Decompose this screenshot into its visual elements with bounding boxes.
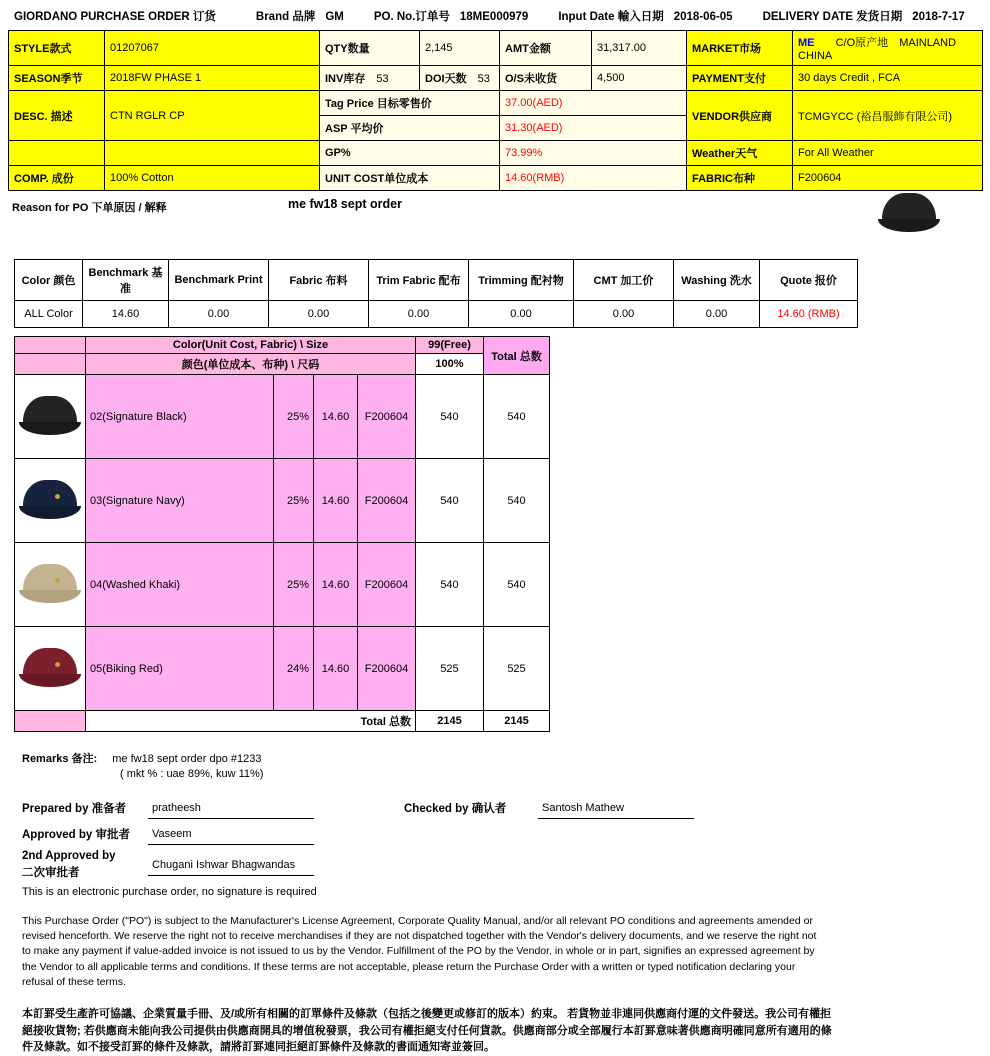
benchmark-cell: 14.60	[83, 301, 169, 328]
origin-label: C/O原产地	[835, 37, 889, 49]
benchmark-header-cell: Trimming 配衬物	[469, 260, 574, 301]
benchmark-cell: 0.00	[369, 301, 469, 328]
benchmark-cell: ALL Color	[15, 301, 83, 328]
vendor-label: VENDOR供应商	[687, 91, 793, 141]
brand-value: GM	[325, 11, 344, 23]
order-info-table	[8, 30, 983, 191]
color-qty: 540	[416, 459, 484, 543]
benchmark-cell: 0.00	[169, 301, 269, 328]
benchmark-cell: 0.00	[674, 301, 760, 328]
tag-price-value: 37.00(AED)	[500, 91, 687, 116]
color-unit-cost: 14.60	[314, 543, 358, 627]
color-name: 03(Signature Navy)	[86, 459, 274, 543]
tag-price-label: Tag Price 目标零售价	[320, 91, 500, 116]
color-swatch-header-2	[15, 354, 86, 375]
color-name: 02(Signature Black)	[86, 375, 274, 459]
remarks-line-1: me fw18 sept order dpo #1233	[112, 753, 262, 765]
os-label: O/S未收货	[500, 66, 592, 91]
benchmark-header-cell: Benchmark Print	[169, 260, 269, 301]
color-row	[15, 543, 550, 627]
prepared-by-label: Prepared by 准备者	[22, 803, 127, 815]
color-size-table	[14, 336, 550, 732]
os-value: 4,500	[592, 66, 687, 91]
footer-total-qty: 2145	[416, 711, 484, 732]
benchmark-quote-cell: 14.60 (RMB)	[760, 301, 858, 328]
cap-icon	[19, 646, 81, 692]
prepared-by-line	[148, 818, 314, 819]
color-fabric: F200604	[358, 627, 416, 711]
unit-cost-label: UNIT COST单位成本	[320, 166, 500, 191]
color-name: 04(Washed Khaki)	[86, 543, 274, 627]
reason-value: me fw18 sept order	[288, 197, 402, 211]
approved-by-value: Vaseem	[152, 828, 192, 840]
color-qty: 525	[416, 627, 484, 711]
qty-label: QTY数量	[320, 31, 420, 66]
color-percent: 25%	[274, 459, 314, 543]
benchmark-data-row	[15, 301, 858, 328]
color-unit-cost: 14.60	[314, 627, 358, 711]
color-total: 540	[484, 375, 550, 459]
total-header: Total 总数	[484, 337, 550, 375]
benchmark-header-cell: Quote 报价	[760, 260, 858, 301]
style-value: 01207067	[105, 31, 320, 66]
signature-section	[22, 794, 982, 904]
color-total: 540	[484, 543, 550, 627]
payment-label: PAYMENT支付	[687, 66, 793, 91]
market-label: MARKET市场	[687, 31, 793, 66]
electronic-signature-note: This is an electronic purchase order, no signature is required	[22, 886, 317, 898]
color-table-header-row-2	[15, 354, 550, 375]
color-total: 525	[484, 627, 550, 711]
qty-value: 2,145	[420, 31, 500, 66]
footer-spacer	[15, 711, 86, 732]
market-value: ME	[798, 37, 815, 49]
doi-label: DOI天数	[425, 73, 467, 85]
footer-total-label: Total 总数	[86, 711, 416, 732]
fabric-value: F200604	[793, 166, 983, 191]
approved-by-label: Approved by 审批者	[22, 829, 130, 841]
color-qty: 540	[416, 375, 484, 459]
color-swatch-cell	[15, 543, 86, 627]
delivery-date-label: DELIVERY DATE 发货日期	[762, 11, 903, 23]
color-row	[15, 375, 550, 459]
payment-value: 30 days Credit , FCA	[793, 66, 983, 91]
color-swatch-header	[15, 337, 86, 354]
color-table-footer-row	[15, 711, 550, 732]
benchmark-table	[14, 259, 858, 328]
footer-grand-total: 2145	[484, 711, 550, 732]
color-percent: 25%	[274, 375, 314, 459]
color-fabric: F200604	[358, 543, 416, 627]
info-row-desc-tag	[9, 91, 983, 116]
color-percent: 25%	[274, 543, 314, 627]
desc-label: DESC. 描述	[9, 91, 105, 141]
second-approved-line	[148, 875, 314, 876]
color-percent: 24%	[274, 627, 314, 711]
input-date-value: 2018-06-05	[673, 11, 733, 23]
po-number-label: PO. No.订单号	[373, 11, 450, 23]
reason-section	[8, 191, 982, 251]
comp-label: COMP. 成份	[9, 166, 105, 191]
color-unit-cost: 14.60	[314, 375, 358, 459]
weather-value: For All Weather	[793, 141, 983, 166]
color-fabric: F200604	[358, 375, 416, 459]
color-fabric: F200604	[358, 459, 416, 543]
checked-by-value: Santosh Mathew	[542, 802, 624, 814]
asp-value: 31.30(AED)	[500, 116, 687, 141]
company-title: GIORDANO PURCHASE ORDER 订货	[14, 11, 216, 23]
color-table-header-row-1	[15, 337, 550, 354]
benchmark-header-cell: Benchmark 基准	[83, 260, 169, 301]
color-swatch-cell	[15, 627, 86, 711]
doi-cell	[420, 66, 500, 91]
cap-icon	[878, 191, 940, 237]
terms-chinese: 本訂罫受生產許可協議、企業質量手冊、及/或所有相關的訂單條件及條款（包括之後變更或修訂的版本）約束。 若貨物並非連同供應商付運的文件發送。我公司有權拒絕接收貨物; 若供應商未能向我公司提供由供應商開具的增值稅發票，我公司有權拒絕支付任何貨款。供應商部分或全部履行本訂罫意味著供應商明確同意所有適用的條件及條款。如不接受訂罫的條件及條款，請將訂罫連同拒絕訂罫條件及條款的書面通知寄並簽回。	[22, 1008, 832, 1054]
checked-by-line	[538, 818, 694, 819]
remarks-section	[22, 750, 982, 780]
origin-value: MAINLAND CHINA	[798, 37, 957, 62]
inv-value: 53	[376, 73, 389, 85]
asp-label: ASP 平均价	[320, 116, 500, 141]
color-swatch-cell	[15, 459, 86, 543]
benchmark-cell: 0.00	[469, 301, 574, 328]
second-approved-value: Chugani Ishwar Bhagwandas	[152, 859, 296, 871]
benchmark-cell: 0.00	[574, 301, 674, 328]
product-photo	[878, 191, 942, 243]
color-row	[15, 459, 550, 543]
terms-english: This Purchase Order ("PO") is subject to the Manufacturer's License Agreement, Corporate Quality Manual, and/or all relevant PO conditions and agreements amended or revised henceforth. We reserve the right not to receive merchandises if they are not dispatched together with the Vendor's delivery documents, and we reserve the right not to make any payment if value-added invoice is not issued to us by the Vendor. Fulfillment of the PO by the Vendor, in whole or in part, signifies an expressed agreement by the Vendor to all applicable terms and conditions. If these terms are not acceptable, please return the Purchase Order with a written or typed notification declaring your refusal of these terms.	[22, 915, 817, 988]
season-label: SEASON季节	[9, 66, 105, 91]
spacer-cell-left	[9, 141, 105, 166]
cap-icon	[19, 478, 81, 524]
inv-cell	[320, 66, 420, 91]
cap-icon	[19, 562, 81, 608]
color-swatch-cell	[15, 375, 86, 459]
color-row	[15, 627, 550, 711]
remarks-label: Remarks 备注:	[22, 753, 98, 765]
color-total: 540	[484, 459, 550, 543]
input-date-label: Input Date 輸入日期	[558, 11, 664, 23]
benchmark-header-cell: Fabric 布料	[269, 260, 369, 301]
info-row-style	[9, 31, 983, 66]
unit-cost-value: 14.60(RMB)	[500, 166, 687, 191]
info-row-comp	[9, 166, 983, 191]
delivery-date-value: 2018-7-17	[912, 11, 965, 23]
size-percent: 100%	[416, 354, 484, 375]
season-value: 2018FW PHASE 1	[105, 66, 320, 91]
benchmark-header-cell: CMT 加工价	[574, 260, 674, 301]
second-approved-label-line2: 二次审批者	[22, 867, 80, 879]
document-header	[8, 6, 982, 30]
size-label: 99(Free)	[416, 337, 484, 354]
checked-by-label: Checked by 确认者	[404, 803, 507, 815]
benchmark-header-cell: Color 颜色	[15, 260, 83, 301]
spacer-cell-left2	[105, 141, 320, 166]
color-name: 05(Biking Red)	[86, 627, 274, 711]
remarks-line-2: ( mkt % : uae 89%, kuw 11%)	[120, 768, 264, 780]
market-origin-cell	[793, 31, 983, 66]
fabric-label: FABRIC布种	[687, 166, 793, 191]
desc-value: CTN RGLR CP	[105, 91, 320, 141]
benchmark-header-cell: Trim Fabric 配布	[369, 260, 469, 301]
reason-label: Reason for PO 下单原因 / 解释	[12, 202, 167, 214]
gp-value: 73.99%	[500, 141, 687, 166]
weather-label: Weather天气	[687, 141, 793, 166]
inv-label: INV库存	[325, 73, 366, 85]
amt-label: AMT金额	[500, 31, 592, 66]
benchmark-cell: 0.00	[269, 301, 369, 328]
po-number-value: 18ME000979	[459, 11, 529, 23]
color-unit-cost: 14.60	[314, 459, 358, 543]
doi-value: 53	[477, 73, 490, 85]
prepared-by-value: pratheesh	[152, 802, 201, 814]
benchmark-header-cell: Washing 洗水	[674, 260, 760, 301]
benchmark-header-row	[15, 260, 858, 301]
comp-value: 100% Cotton	[105, 166, 320, 191]
info-row-gp	[9, 141, 983, 166]
color-header-line2: 颜色(单位成本、布种) \ 尺码	[86, 354, 416, 375]
brand-label: Brand 品牌	[255, 11, 316, 23]
color-qty: 540	[416, 543, 484, 627]
vendor-value: TCMGYCC (裕昌服飾有限公司)	[793, 91, 983, 141]
gp-label: GP%	[320, 141, 500, 166]
color-header-line1: Color(Unit Cost, Fabric) \ Size	[86, 337, 416, 354]
second-approved-label-line1: 2nd Approved by	[22, 850, 116, 862]
cap-icon	[19, 394, 81, 440]
approved-by-line	[148, 844, 314, 845]
info-row-season	[9, 66, 983, 91]
style-label: STYLE款式	[9, 31, 105, 66]
amt-value: 31,317.00	[592, 31, 687, 66]
